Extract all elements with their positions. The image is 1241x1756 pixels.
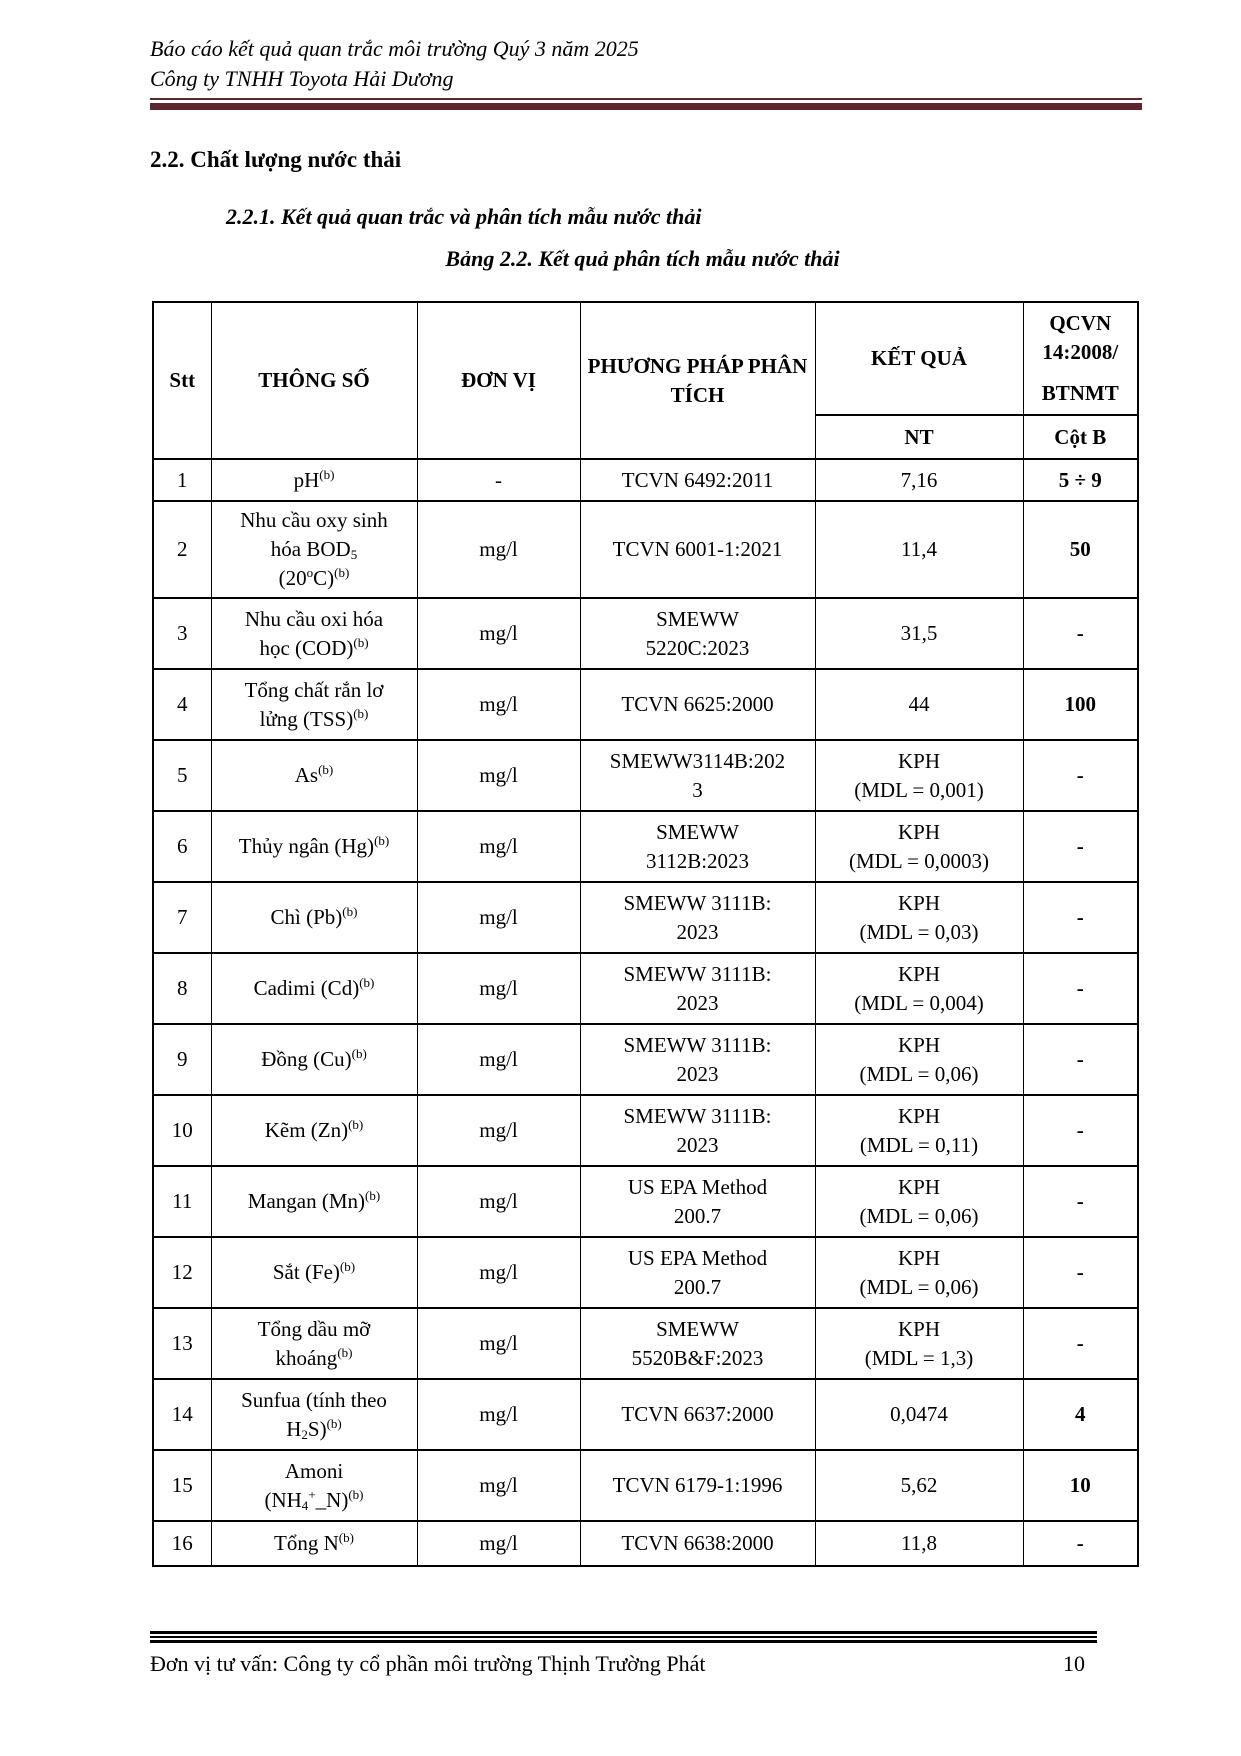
result-cell: 11,8 <box>815 1521 1023 1566</box>
parameter-cell: Đồng $(Cu)^{(b)}$ <box>211 1024 417 1095</box>
row-index-cell: 11 <box>153 1166 211 1237</box>
parameter-cell: Nhu cầu oxy sinh hóa $BOD_5$ $(20^oC)^{(b)}$ <box>211 501 417 598</box>
parameter-cell: Sắt $(Fe)^{(b)}$ <box>211 1237 417 1308</box>
method-cell: TCVN 6625:2000 <box>580 669 815 740</box>
result-cell: 5,62 <box>815 1450 1023 1521</box>
row-index-cell: 8 <box>153 953 211 1024</box>
row-index-cell: 16 <box>153 1521 211 1566</box>
unit-cell: mg/l <box>417 1237 580 1308</box>
method-cell: TCVN 6637:2000 <box>580 1379 815 1450</box>
result-cell: KPH (MDL = 0,004) <box>815 953 1023 1024</box>
unit-cell: mg/l <box>417 740 580 811</box>
unit-cell: mg/l <box>417 1024 580 1095</box>
row-index-cell: 13 <box>153 1308 211 1379</box>
limit-cell: 4 <box>1023 1379 1138 1450</box>
result-cell: KPH (MDL = 0,06) <box>815 1166 1023 1237</box>
parameter-cell: As$^{(b)}$ <box>211 740 417 811</box>
header-method: PHƯƠNG PHÁP PHÂN TÍCH <box>580 302 815 459</box>
report-title-line: Báo cáo kết quả quan trắc môi trường Quý 3 năm 2025 <box>150 36 639 61</box>
limit-cell: 100 <box>1023 669 1138 740</box>
unit-cell: mg/l <box>417 953 580 1024</box>
unit-cell: mg/l <box>417 501 580 598</box>
method-cell: US EPA Method 200.7 <box>580 1166 815 1237</box>
row-index-cell: 9 <box>153 1024 211 1095</box>
table-row <box>153 1237 1138 1308</box>
limit-cell: - <box>1023 1024 1138 1095</box>
result-cell: KPH (MDL = 0,06) <box>815 1024 1023 1095</box>
parameter-cell: Chì $(Pb)^{(b)}$ <box>211 882 417 953</box>
method-cell: SMEWW 3112B:2023 <box>580 811 815 882</box>
method-cell: SMEWW 3111B: 2023 <box>580 882 815 953</box>
method-cell: SMEWW 5220C:2023 <box>580 598 815 669</box>
limit-cell: - <box>1023 1095 1138 1166</box>
method-cell: SMEWW 3111B: 2023 <box>580 953 815 1024</box>
footer-consultant-text: Đơn vị tư vấn: Công ty cổ phần môi trường Thịnh Trường Phát <box>150 1651 706 1676</box>
row-index-cell: 4 <box>153 669 211 740</box>
unit-cell: mg/l <box>417 1521 580 1566</box>
parameter-cell: Mangan $(Mn)^{(b)}$ <box>211 1166 417 1237</box>
table-row <box>153 669 1138 740</box>
parameter-cell: Nhu cầu oxi hóa học (COD)$^{(b)}$ <box>211 598 417 669</box>
parameter-cell: Cadimi $(Cd)^{(b)}$ <box>211 953 417 1024</box>
unit-cell: mg/l <box>417 1450 580 1521</box>
method-cell: SMEWW 3111B: 2023 <box>580 1024 815 1095</box>
table-row <box>153 953 1138 1024</box>
parameter-cell: Sunfua (tính theo $H_2S)^{(b)}$ <box>211 1379 417 1450</box>
limit-cell: 10 <box>1023 1450 1138 1521</box>
result-cell: KPH (MDL = 0,11) <box>815 1095 1023 1166</box>
row-index-cell: 12 <box>153 1237 211 1308</box>
limit-cell: - <box>1023 1237 1138 1308</box>
limit-cell: - <box>1023 598 1138 669</box>
header-standard <box>1023 302 1138 415</box>
method-cell: TCVN 6638:2000 <box>580 1521 815 1566</box>
result-cell: KPH (MDL = 0,03) <box>815 882 1023 953</box>
header-unit: ĐƠN VỊ <box>417 302 580 459</box>
table-row <box>153 1308 1138 1379</box>
result-cell: 0,0474 <box>815 1379 1023 1450</box>
row-index-cell: 10 <box>153 1095 211 1166</box>
unit-cell: mg/l <box>417 1379 580 1450</box>
table-body <box>153 459 1138 1566</box>
unit-cell: mg/l <box>417 1166 580 1237</box>
header-result: KẾT QUẢ <box>815 302 1023 415</box>
method-cell: SMEWW3114B:202 3 <box>580 740 815 811</box>
result-cell: 31,5 <box>815 598 1023 669</box>
limit-cell: - <box>1023 1166 1138 1237</box>
row-index-cell: 15 <box>153 1450 211 1521</box>
row-index-cell: 14 <box>153 1379 211 1450</box>
result-cell: KPH (MDL = 1,3) <box>815 1308 1023 1379</box>
table-row <box>153 459 1138 501</box>
subsection-heading: 2.2.1. Kết quả quan trắc và phân tích mẫu nước thải <box>226 204 702 229</box>
row-index-cell: 1 <box>153 459 211 501</box>
table-row <box>153 501 1138 598</box>
section-heading: 2.2. Chất lượng nước thải <box>150 147 402 172</box>
parameter-cell: $pH^{(b)}$ <box>211 459 417 501</box>
limit-cell: - <box>1023 811 1138 882</box>
table-caption: Bảng 2.2. Kết quả phân tích mẫu nước thải <box>445 246 840 271</box>
limit-cell: - <box>1023 740 1138 811</box>
unit-cell: mg/l <box>417 1308 580 1379</box>
running-header <box>150 34 1140 94</box>
result-cell: 44 <box>815 669 1023 740</box>
footer-rule <box>150 1631 1097 1643</box>
subheader-nt: NT <box>815 415 1023 459</box>
result-cell: KPH (MDL = 0,0003) <box>815 811 1023 882</box>
unit-cell: mg/l <box>417 882 580 953</box>
table-row <box>153 1095 1138 1166</box>
result-cell: 7,16 <box>815 459 1023 501</box>
header-standard-line2: BTNMT <box>1041 381 1119 405</box>
table-row <box>153 1450 1138 1521</box>
header-stt: Stt <box>153 302 211 459</box>
unit-cell: mg/l <box>417 811 580 882</box>
limit-cell: - <box>1023 953 1138 1024</box>
table-row <box>153 882 1138 953</box>
table-row <box>153 598 1138 669</box>
table-header-row <box>153 302 1138 415</box>
company-name-line: Công ty TNHH Toyota Hải Dương <box>150 66 454 91</box>
unit-cell: mg/l <box>417 598 580 669</box>
parameter-cell: Tổng $N^{(b)}$ <box>211 1521 417 1566</box>
header-rule-thick <box>150 103 1142 110</box>
limit-cell: 5 ÷ 9 <box>1023 459 1138 501</box>
method-cell: SMEWW 3111B: 2023 <box>580 1095 815 1166</box>
unit-cell: mg/l <box>417 1095 580 1166</box>
results-table <box>152 301 1139 1567</box>
parameter-cell: Thủy ngân $(Hg)^{(b)}$ <box>211 811 417 882</box>
unit-cell: - <box>417 459 580 501</box>
page-footer <box>150 1631 1097 1678</box>
row-index-cell: 5 <box>153 740 211 811</box>
row-index-cell: 7 <box>153 882 211 953</box>
result-cell: KPH (MDL = 0,001) <box>815 740 1023 811</box>
limit-cell: - <box>1023 882 1138 953</box>
header-parameter: THÔNG SỐ <box>211 302 417 459</box>
table-row <box>153 1166 1138 1237</box>
parameter-cell: Amoni $(NH_4^+\_N)^{(b)}$ <box>211 1450 417 1521</box>
method-cell: TCVN 6492:2011 <box>580 459 815 501</box>
header-rule-thin <box>150 98 1142 100</box>
method-cell: TCVN 6001-1:2021 <box>580 501 815 598</box>
method-cell: US EPA Method 200.7 <box>580 1237 815 1308</box>
limit-cell: - <box>1023 1521 1138 1566</box>
parameter-cell: Tổng chất rắn lơ lửng (TSS)$^{(b)}$ <box>211 669 417 740</box>
table-row <box>153 811 1138 882</box>
table-row <box>153 1379 1138 1450</box>
header-standard-line1: QCVN 14:2008/ <box>1042 311 1119 364</box>
parameter-cell: Tổng dầu mỡ khoáng$^{(b)}$ <box>211 1308 417 1379</box>
method-cell: SMEWW 5520B&F:2023 <box>580 1308 815 1379</box>
page-number: 10 <box>1063 1651 1085 1676</box>
table-row <box>153 1521 1138 1566</box>
limit-cell: 50 <box>1023 501 1138 598</box>
row-index-cell: 6 <box>153 811 211 882</box>
result-cell: KPH (MDL = 0,06) <box>815 1237 1023 1308</box>
row-index-cell: 3 <box>153 598 211 669</box>
parameter-cell: Kẽm $(Zn)^{(b)}$ <box>211 1095 417 1166</box>
result-cell: 11,4 <box>815 501 1023 598</box>
limit-cell: - <box>1023 1308 1138 1379</box>
table-row <box>153 740 1138 811</box>
method-cell: TCVN 6179-1:1996 <box>580 1450 815 1521</box>
table-row <box>153 1024 1138 1095</box>
unit-cell: mg/l <box>417 669 580 740</box>
subheader-cot-b: Cột B <box>1023 415 1138 459</box>
row-index-cell: 2 <box>153 501 211 598</box>
